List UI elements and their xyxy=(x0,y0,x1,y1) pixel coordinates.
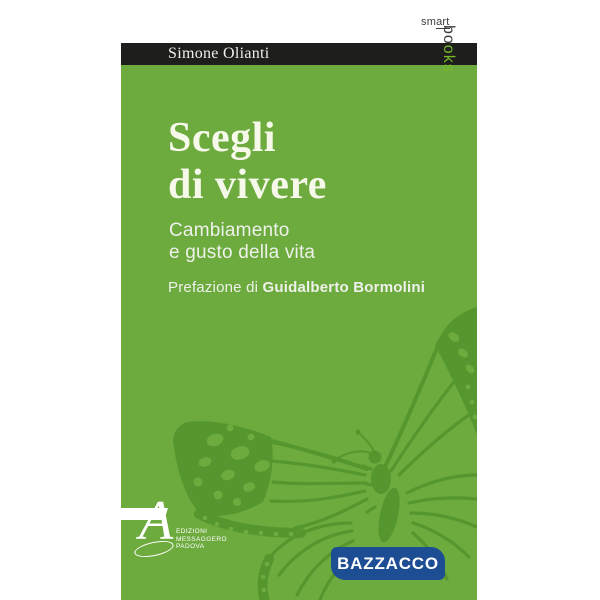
subtitle-line-1: Cambiamento xyxy=(169,220,290,241)
publisher-line-3: PADOVA xyxy=(176,543,205,551)
publisher-name xyxy=(176,528,227,551)
publisher-line-1: EDIZIONI xyxy=(176,528,208,535)
books-vertical-wordmark xyxy=(440,25,457,73)
book-subtitle xyxy=(169,220,315,263)
author-bar xyxy=(121,43,477,65)
publisher-logo xyxy=(121,490,261,600)
subtitle-line-2: e gusto della vita xyxy=(169,241,316,263)
smartbooks-logo xyxy=(421,16,457,73)
book-title xyxy=(168,115,327,209)
books-dark-part: bo xyxy=(440,25,457,45)
title-line-1: Scegli xyxy=(168,115,276,161)
smart-wordmark: smart xyxy=(421,16,450,28)
publisher-line-2: MESSAGGERO xyxy=(176,535,227,543)
preface-author-name: Guidalberto Bormolini xyxy=(262,279,426,296)
imprint-label: BAZZACCO xyxy=(337,553,439,573)
books-green-part: oks xyxy=(440,44,457,73)
author-name: Simone Olianti xyxy=(168,45,270,62)
title-line-2: di vivere xyxy=(168,162,327,208)
publisher-a-monogram: A xyxy=(139,490,174,552)
cover-body xyxy=(121,65,477,600)
preface-credit xyxy=(168,279,425,296)
smart-underlined-part: art xyxy=(436,16,450,28)
imprint-badge xyxy=(331,547,445,580)
preface-prefix: Prefazione di xyxy=(168,279,263,296)
